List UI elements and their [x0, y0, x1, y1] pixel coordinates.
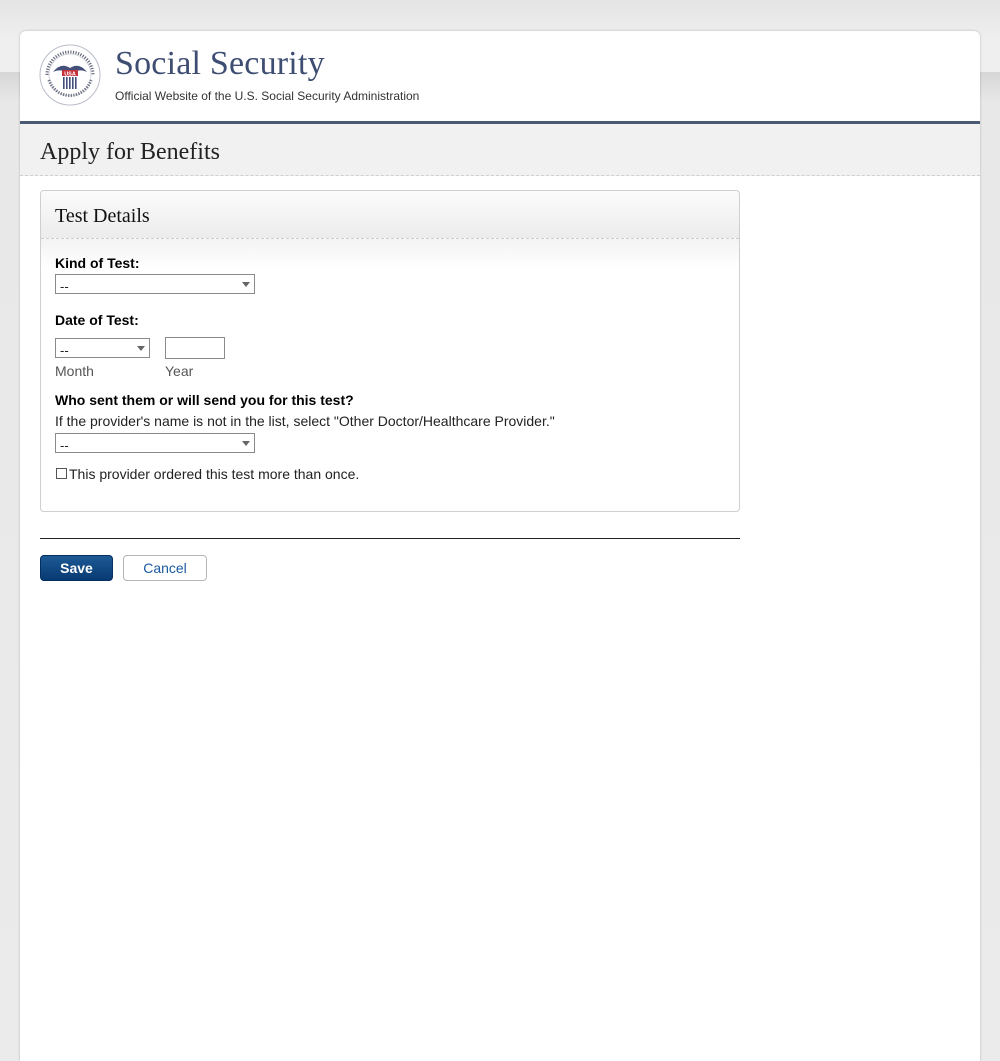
kind-of-test-selected-value: -- — [60, 279, 69, 294]
month-selected-value: -- — [60, 343, 69, 358]
panel-header-fade — [41, 239, 739, 269]
kind-of-test-label: Kind of Test: — [55, 255, 140, 271]
provider-label: Who sent them or will send you for this test? — [55, 392, 354, 408]
date-of-test-label: Date of Test: — [55, 312, 139, 328]
page-container — [20, 31, 980, 1061]
ordered-more-than-once-checkbox[interactable] — [56, 468, 67, 479]
site-title[interactable]: Social Security — [115, 45, 325, 82]
page-title: Apply for Benefits — [40, 139, 220, 165]
provider-hint: If the provider's name is not in the list, select "Other Doctor/Healthcare Provider." — [55, 413, 555, 429]
chevron-down-icon — [242, 282, 250, 287]
year-input[interactable] — [165, 337, 225, 359]
actions-divider — [40, 538, 740, 539]
site-subtitle: Official Website of the U.S. Social Security Administration — [115, 89, 420, 103]
year-label: Year — [165, 363, 194, 379]
chevron-down-icon — [242, 441, 250, 446]
provider-selected-value: -- — [60, 438, 69, 453]
site-header — [20, 31, 980, 124]
provider-select[interactable] — [55, 433, 255, 453]
background-stripe-left — [0, 72, 20, 1061]
page-title-band — [20, 124, 980, 176]
chevron-down-icon — [137, 346, 145, 351]
svg-text:USA: USA — [64, 71, 76, 78]
panel-header — [41, 191, 739, 239]
background-stripe-right — [980, 72, 1000, 1061]
ssa-seal-icon — [39, 44, 101, 106]
save-button[interactable]: Save — [40, 555, 113, 581]
cancel-button[interactable]: Cancel — [123, 555, 207, 581]
month-label: Month — [55, 363, 94, 379]
month-select[interactable] — [55, 338, 150, 358]
panel-title: Test Details — [55, 205, 150, 227]
kind-of-test-select[interactable] — [55, 274, 255, 294]
ordered-more-than-once-label[interactable]: This provider ordered this test more than once. — [69, 466, 360, 482]
test-details-panel — [40, 190, 740, 512]
